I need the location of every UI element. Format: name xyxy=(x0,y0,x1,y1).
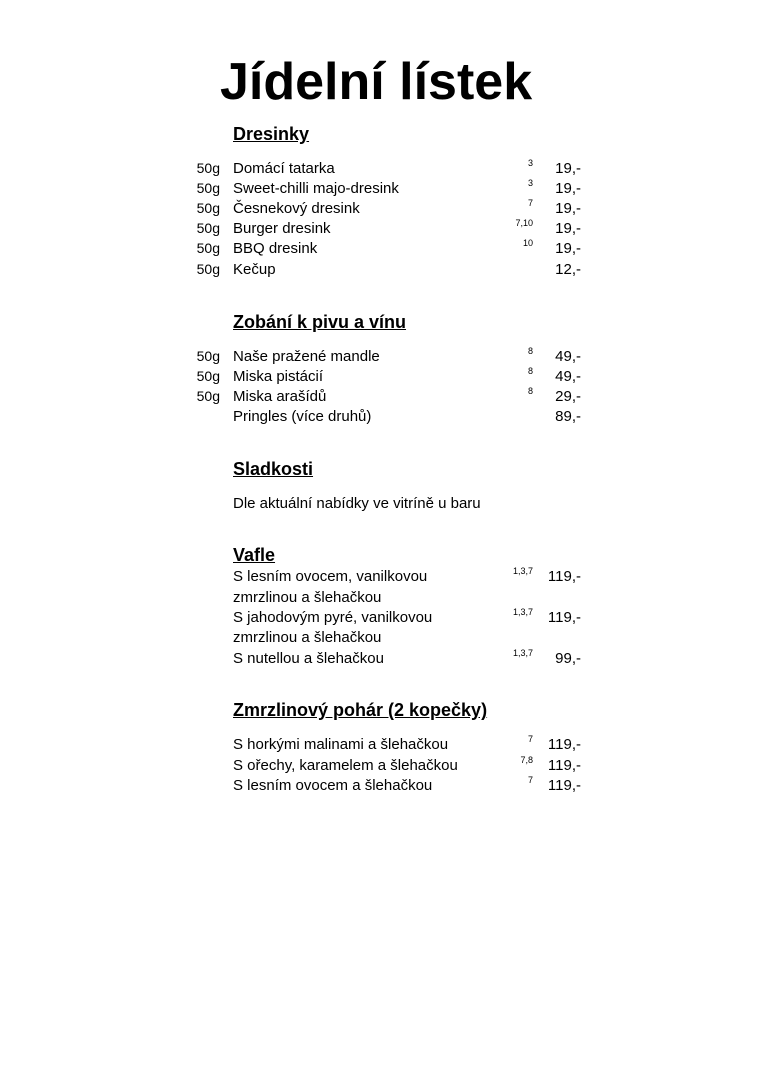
item-allergens: 1,3,7 xyxy=(512,607,533,617)
item-allergens: 8 xyxy=(527,346,533,356)
item-allergens: 1,3,7 xyxy=(512,648,533,658)
section-heading-zobani: Zobání k pivu a vínu xyxy=(233,312,407,332)
item-weight: 50g xyxy=(196,160,220,176)
item-allergens: 7 xyxy=(527,775,533,785)
item-price: 19,- xyxy=(555,240,581,257)
item-allergens: 1,3,7 xyxy=(512,566,533,576)
item-name: Pringles (více druhů) xyxy=(233,408,372,425)
item-price: 19,- xyxy=(555,200,581,217)
section-heading-vafle: Vafle xyxy=(233,545,276,565)
item-name: BBQ dresink xyxy=(233,240,318,257)
item-price: 19,- xyxy=(555,220,581,237)
item-price: 49,- xyxy=(555,368,581,385)
item-name: zmrzlinou a šlehačkou xyxy=(233,589,382,606)
menu-title: Jídelní lístek xyxy=(220,53,533,111)
item-price: 99,- xyxy=(555,650,581,667)
item-price: 119,- xyxy=(547,777,581,794)
item-weight: 50g xyxy=(196,240,220,256)
menu-item xyxy=(0,609,764,629)
sladkosti-note: Dle aktuální nabídky ve vitríně u baru xyxy=(233,495,481,512)
item-weight: 50g xyxy=(196,200,220,216)
menu-item xyxy=(0,160,764,180)
menu-item xyxy=(0,368,764,388)
item-name: S lesním ovocem, vanilkovou xyxy=(233,568,428,585)
item-price: 119,- xyxy=(547,757,581,774)
item-allergens: 7,8 xyxy=(520,755,533,765)
item-allergens: 3 xyxy=(527,158,533,168)
item-allergens: 8 xyxy=(527,386,533,396)
item-allergens: 8 xyxy=(527,366,533,376)
menu-item xyxy=(0,736,764,756)
menu-item xyxy=(0,240,764,260)
item-weight: 50g xyxy=(196,388,220,404)
section-heading-sladkosti: Sladkosti xyxy=(233,459,314,479)
menu-item xyxy=(0,777,764,797)
item-name: S lesním ovocem a šlehačkou xyxy=(233,777,433,794)
menu-item xyxy=(0,757,764,777)
menu-item xyxy=(0,220,764,240)
item-allergens: 7 xyxy=(527,198,533,208)
item-price: 119,- xyxy=(547,568,581,585)
menu-item xyxy=(0,348,764,368)
menu-item xyxy=(0,388,764,408)
item-weight: 50g xyxy=(196,348,220,364)
item-price: 49,- xyxy=(555,348,581,365)
item-price: 89,- xyxy=(555,408,581,425)
item-name: Burger dresink xyxy=(233,220,331,237)
item-weight: 50g xyxy=(196,261,220,277)
item-price: 19,- xyxy=(555,160,581,177)
item-name: Česnekový dresink xyxy=(233,200,360,217)
item-price: 119,- xyxy=(547,609,581,626)
item-name: S ořechy, karamelem a šlehačkou xyxy=(233,757,458,774)
item-price: 12,- xyxy=(555,261,581,278)
menu-item xyxy=(0,261,764,281)
item-name: zmrzlinou a šlehačkou xyxy=(233,629,382,646)
item-weight: 50g xyxy=(196,220,220,236)
item-name: Miska arašídů xyxy=(233,388,327,405)
section-heading-zmrzlinovy-pohar: Zmrzlinový pohár (2 kopečky) xyxy=(233,700,488,720)
item-name: S jahodovým pyré, vanilkovou xyxy=(233,609,433,626)
item-name: Naše pražené mandle xyxy=(233,348,380,365)
menu-item-continuation xyxy=(0,589,764,609)
item-allergens: 10 xyxy=(522,238,533,248)
item-name: S nutellou a šlehačkou xyxy=(233,650,384,667)
item-name: S horkými malinami a šlehačkou xyxy=(233,736,449,753)
item-name: Sweet-chilli majo-dresink xyxy=(233,180,399,197)
menu-item xyxy=(0,200,764,220)
section-heading-dresinky: Dresinky xyxy=(233,124,310,144)
item-allergens: 7,10 xyxy=(515,218,533,228)
item-name: Kečup xyxy=(233,261,276,278)
item-name: Domácí tatarka xyxy=(233,160,335,177)
item-name: Miska pistácií xyxy=(233,368,324,385)
menu-item xyxy=(0,408,764,428)
menu-item xyxy=(0,568,764,588)
item-price: 29,- xyxy=(555,388,581,405)
menu-item xyxy=(0,650,764,670)
item-price: 19,- xyxy=(555,180,581,197)
menu-item xyxy=(0,180,764,200)
item-allergens: 3 xyxy=(527,178,533,188)
item-allergens: 7 xyxy=(527,734,533,744)
menu-item-continuation xyxy=(0,629,764,649)
item-weight: 50g xyxy=(196,180,220,196)
item-weight: 50g xyxy=(196,368,220,384)
item-price: 119,- xyxy=(547,736,581,753)
